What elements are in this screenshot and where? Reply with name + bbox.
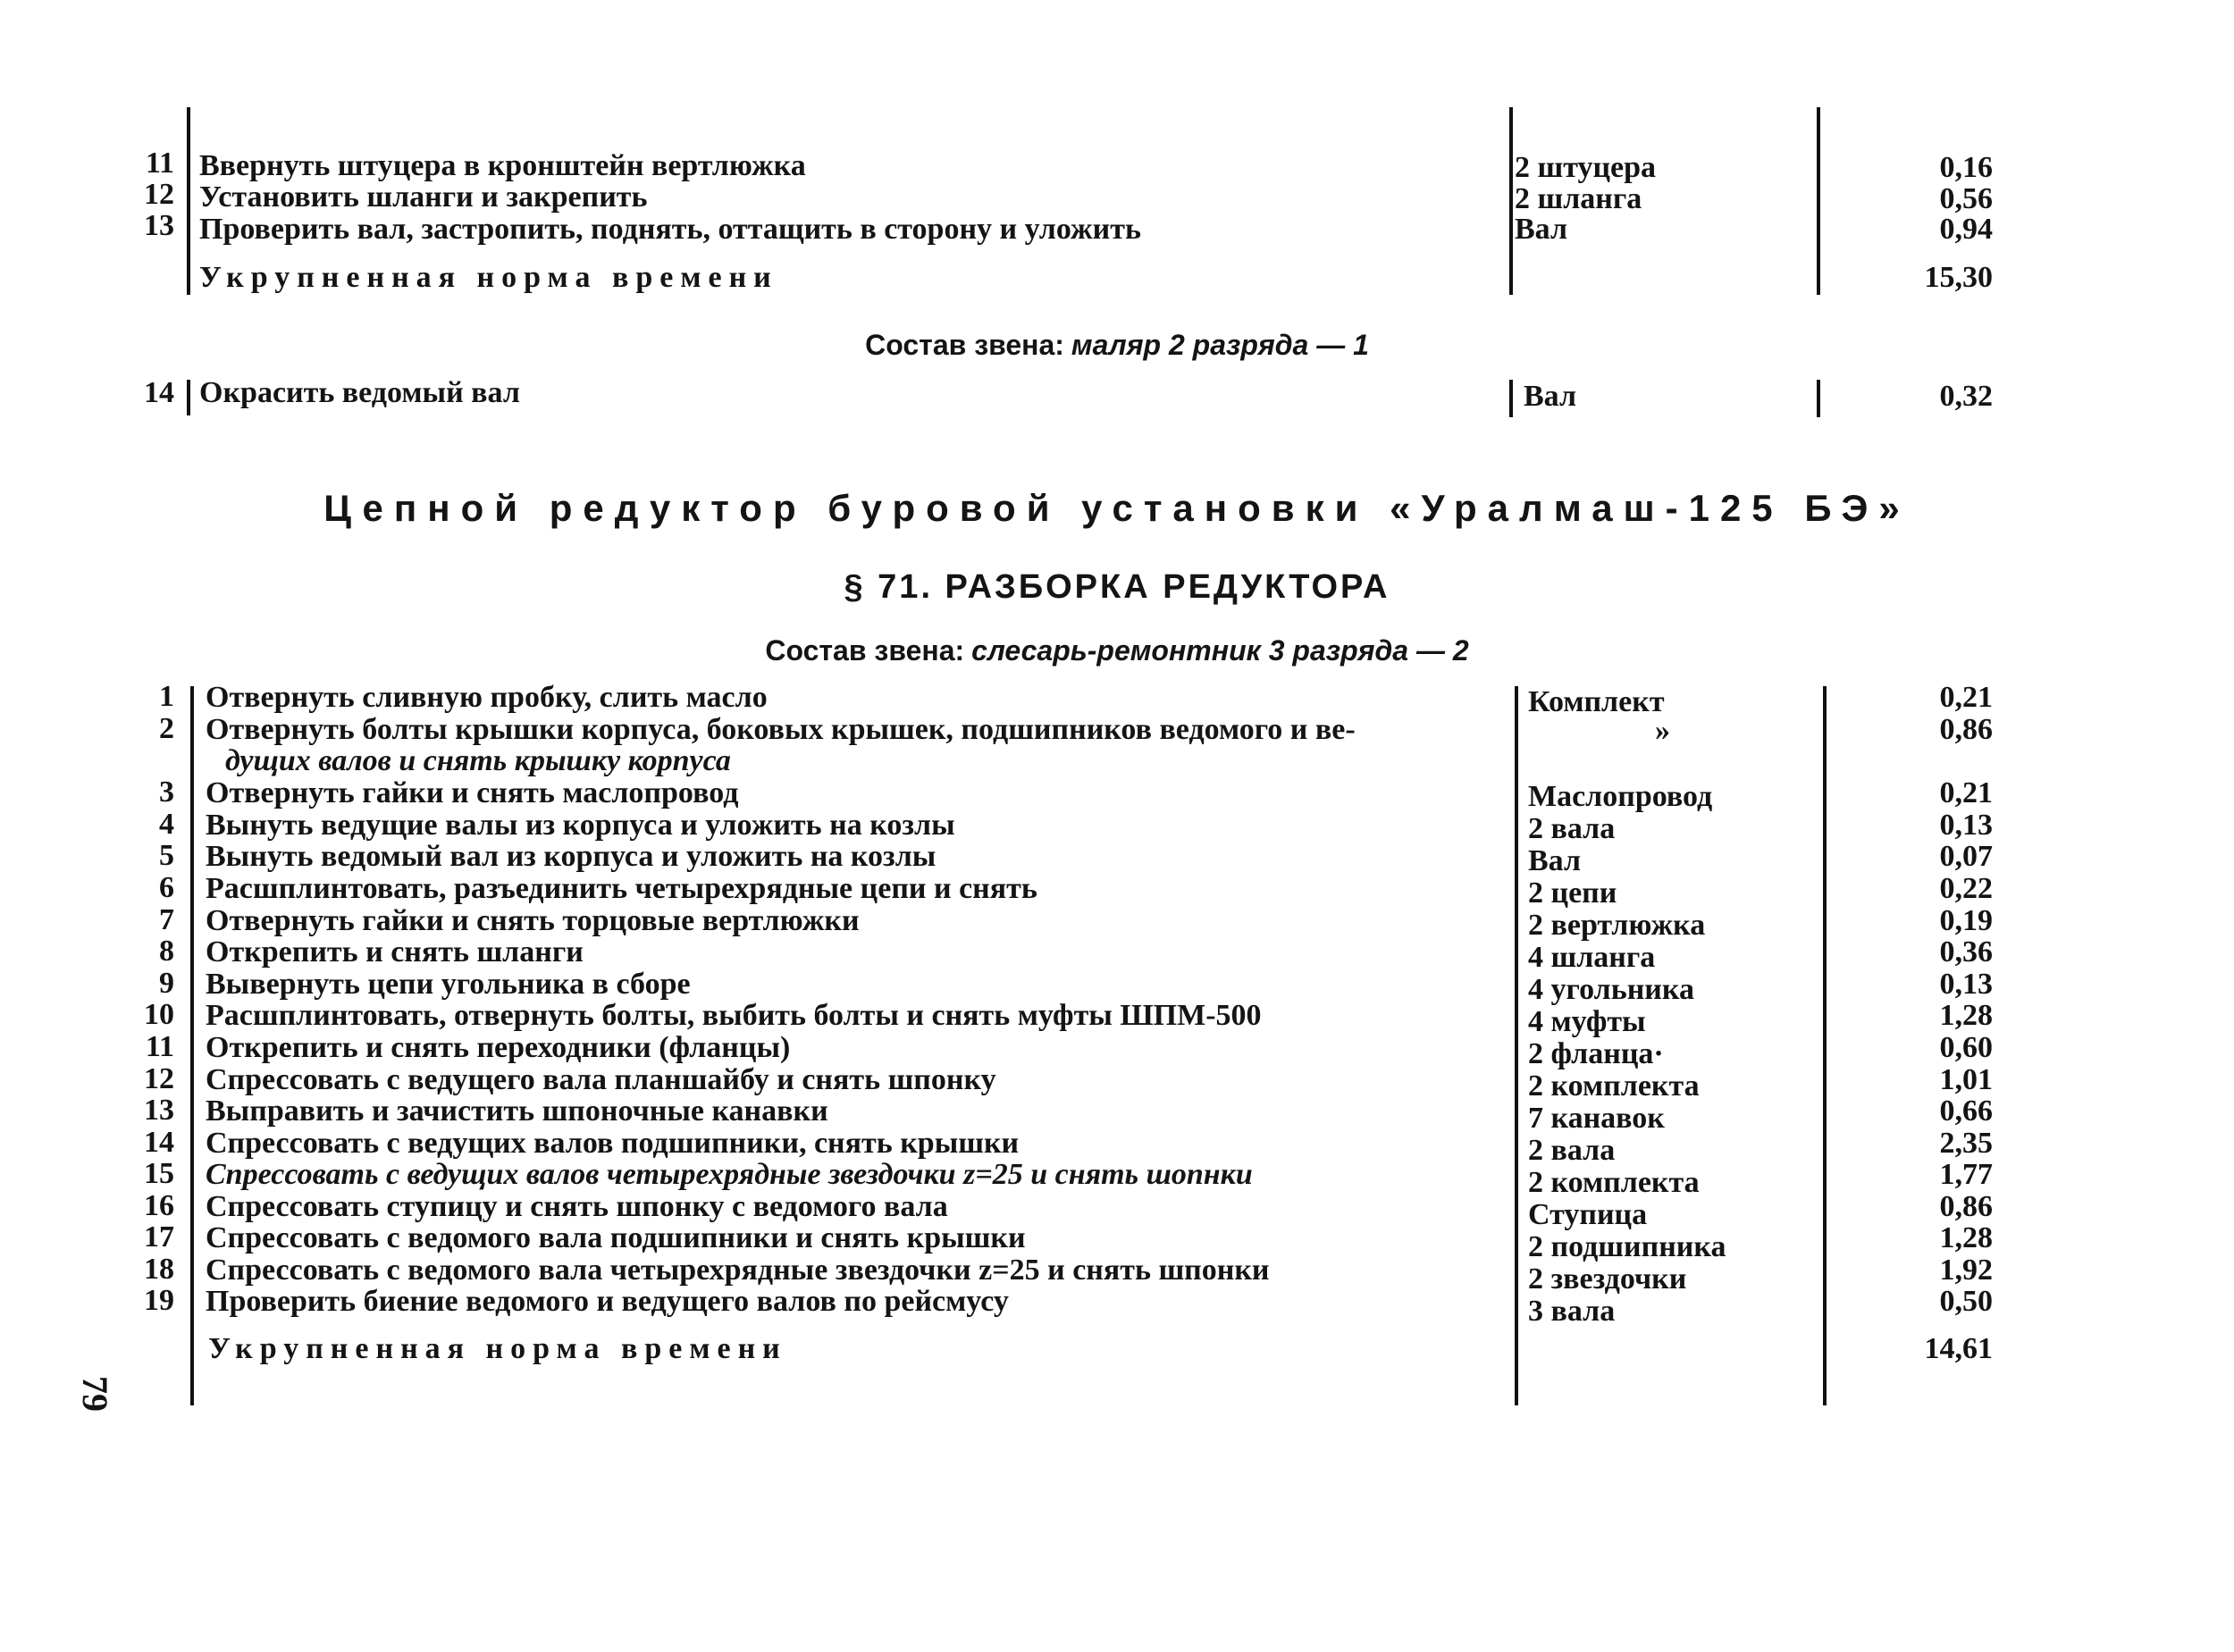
row-measure: » [1655,714,1670,747]
crew-value: маляр 2 разряда — 1 [1071,329,1369,361]
row-operation: Отвернуть гайки и снять маслопровод [206,776,739,809]
row-number: 11 [145,147,174,180]
row-operation: Проверить вал, застропить, поднять, оттащить в сторону и уложить [199,213,1141,246]
p1-total-label: Укрупненная норма времени [199,261,778,294]
row-value: 0,36 [1939,935,1993,969]
p1-total-value: 15,30 [1924,261,1993,294]
crew-value: слесарь-ремонтник 3 разряда — 2 [971,634,1469,667]
row14-rule-left [187,380,190,415]
page-title: Цепной редуктор буровой установки «Уралмаш-125 БЭ» [323,487,1911,529]
row-value: 0,22 [1939,872,1993,905]
row-value: 0,16 [1939,151,1993,184]
row-measure: Маслопровод [1528,780,1713,813]
row-measure: 2 шланга [1515,182,1642,215]
crew-line-1 [0,329,2234,362]
row-number: 11 [145,1030,174,1063]
crew-label: Состав звена: [865,329,1064,361]
row-value: 0,50 [1939,1285,1993,1318]
row-number: 19 [144,1284,174,1317]
p2-total-label: Укрупненная норма времени [208,1332,787,1365]
row-number: 12 [144,1062,174,1095]
p1-rule-mid [1509,107,1513,295]
row14-rule-mid [1509,380,1513,417]
row-operation: Спрессовать с ведущих валов подшипники, снять крышки [206,1127,1020,1160]
row-operation: Спрессовать с ведомого вала подшипники и снять крышки [206,1221,1026,1254]
p1-rule-left [187,107,190,295]
row-number: 1 [159,680,174,713]
row-value: 1,28 [1939,1221,1993,1254]
row-measure: 4 угольника [1528,973,1694,1006]
row-number: 6 [159,871,174,904]
row-number: 10 [144,998,174,1031]
row-operation: Отвернуть болты крышки корпуса, боковых крышек, подшипников ведомого и ве- [206,713,1356,746]
p2-rule-mid [1515,686,1518,1405]
p2-rule-right [1823,686,1827,1405]
row-operation: Расшплинтовать, отвернуть болты, выбить болты и снять муфты ШПМ-500 [206,999,1262,1032]
row-number: 15 [144,1157,174,1190]
row-operation: Расшплинтовать, разъединить четырехрядные цепи и снять [206,872,1037,905]
row-value: 0,13 [1939,968,1993,1001]
row-operation: Спрессовать с ведущего вала планшайбу и снять шпонку [206,1063,996,1096]
crew-label: Состав звена: [765,634,965,667]
row-measure: 3 вала [1528,1295,1616,1328]
row-value: 0,21 [1939,776,1993,809]
row-value: 0,32 [1939,380,1993,413]
row-value: 0,19 [1939,904,1993,937]
row-number: 14 [144,1126,174,1159]
row-operation: Вывернуть цепи угольника в сборе [206,968,691,1001]
row-operation-continued: дущих валов и снять крышку корпуса [225,744,731,777]
row-number: 4 [159,808,174,841]
row-measure: 7 канавок [1528,1102,1665,1135]
row-number: 2 [159,712,174,745]
row-value: 0,94 [1939,213,1993,246]
row-operation: Окрасить ведомый вал [199,376,520,409]
row-operation: Открепить и снять шланги [206,935,584,969]
row-measure: 2 фланца· [1528,1037,1664,1070]
p2-total-value: 14,61 [1924,1332,1993,1365]
crew-line-2 [0,634,2234,667]
row-value: 0,56 [1939,182,1993,215]
row-value: 0,60 [1939,1031,1993,1064]
row-value: 0,66 [1939,1094,1993,1128]
row-number: 16 [144,1189,174,1222]
row-measure: Комплект [1528,685,1665,718]
row-measure: 2 штуцера [1515,151,1657,184]
row-value: 1,77 [1939,1158,1993,1191]
p1-rule-right [1817,107,1820,295]
row-measure: Вал [1528,844,1582,877]
row-value: 1,28 [1939,999,1993,1032]
row-operation: Выправить и зачистить шпоночные канавки [206,1094,828,1128]
row-value: 0,13 [1939,809,1993,842]
row-number: 18 [144,1253,174,1286]
row-number: 17 [144,1220,174,1254]
row-operation: Отвернуть сливную пробку, слить масло [206,681,768,714]
row-measure: 2 подшипника [1528,1230,1726,1263]
row-measure: 2 звездочки [1528,1262,1687,1296]
row-value: 0,86 [1939,1190,1993,1223]
row-operation: Проверить биение ведомого и ведущего валов по рейсмусу [206,1285,1009,1318]
row-value: 1,92 [1939,1254,1993,1287]
row-value: 0,86 [1939,713,1993,746]
row-value: 1,01 [1939,1063,1993,1096]
row-operation: Отвернуть гайки и снять торцовые вертлюжки [206,904,860,937]
page-number: 79 [75,1376,115,1412]
row-operation: Открепить и снять переходники (фланцы) [206,1031,791,1064]
row-operation: Спрессовать с ведущих валов четырехрядные звездочки z=25 и снять шопнки [206,1158,1253,1191]
row-measure: 2 вала [1528,812,1616,845]
row-measure: 4 шланга [1528,941,1656,974]
row-measure: Ступица [1528,1198,1648,1231]
row-measure: 2 вертлюжка [1528,909,1706,942]
row-number: 8 [159,935,174,968]
row-operation: Вынуть ведомый вал из корпуса и уложить на козлы [206,840,936,873]
row-measure: 2 вала [1528,1134,1616,1167]
row-operation: Установить шланги и закрепить [199,180,648,214]
section-heading: § 71. РАЗБОРКА РЕДУКТОРА [844,568,1390,606]
p2-rule-left [190,686,194,1405]
row-operation: Вынуть ведущие валы из корпуса и уложить на козлы [206,809,955,842]
row-number: 9 [159,967,174,1000]
row14-rule-right [1817,380,1820,417]
row-measure: Вал [1524,380,1577,413]
row-number: 13 [144,209,174,242]
row-value: 2,35 [1939,1127,1993,1160]
row-measure: 2 комплекта [1528,1166,1700,1199]
row-value: 0,07 [1939,840,1993,873]
row-operation: Спрессовать с ведомого вала четырехрядные звездочки z=25 и снять шпонки [206,1254,1270,1287]
row-measure: Вал [1515,213,1568,246]
row-number: 12 [144,178,174,211]
row-number: 5 [159,839,174,872]
row-number: 14 [144,376,174,409]
row-value: 0,21 [1939,681,1993,714]
row-number: 3 [159,776,174,809]
row-number: 7 [159,903,174,936]
row-measure: 2 цепи [1528,876,1617,910]
row-operation: Спрессовать ступицу и снять шпонку с ведомого вала [206,1190,948,1223]
row-measure: 4 муфты [1528,1005,1646,1038]
row-measure: 2 комплекта [1528,1069,1700,1103]
row-operation: Ввернуть штуцера в кронштейн вертлюжка [199,149,806,182]
row-number: 13 [144,1094,174,1127]
